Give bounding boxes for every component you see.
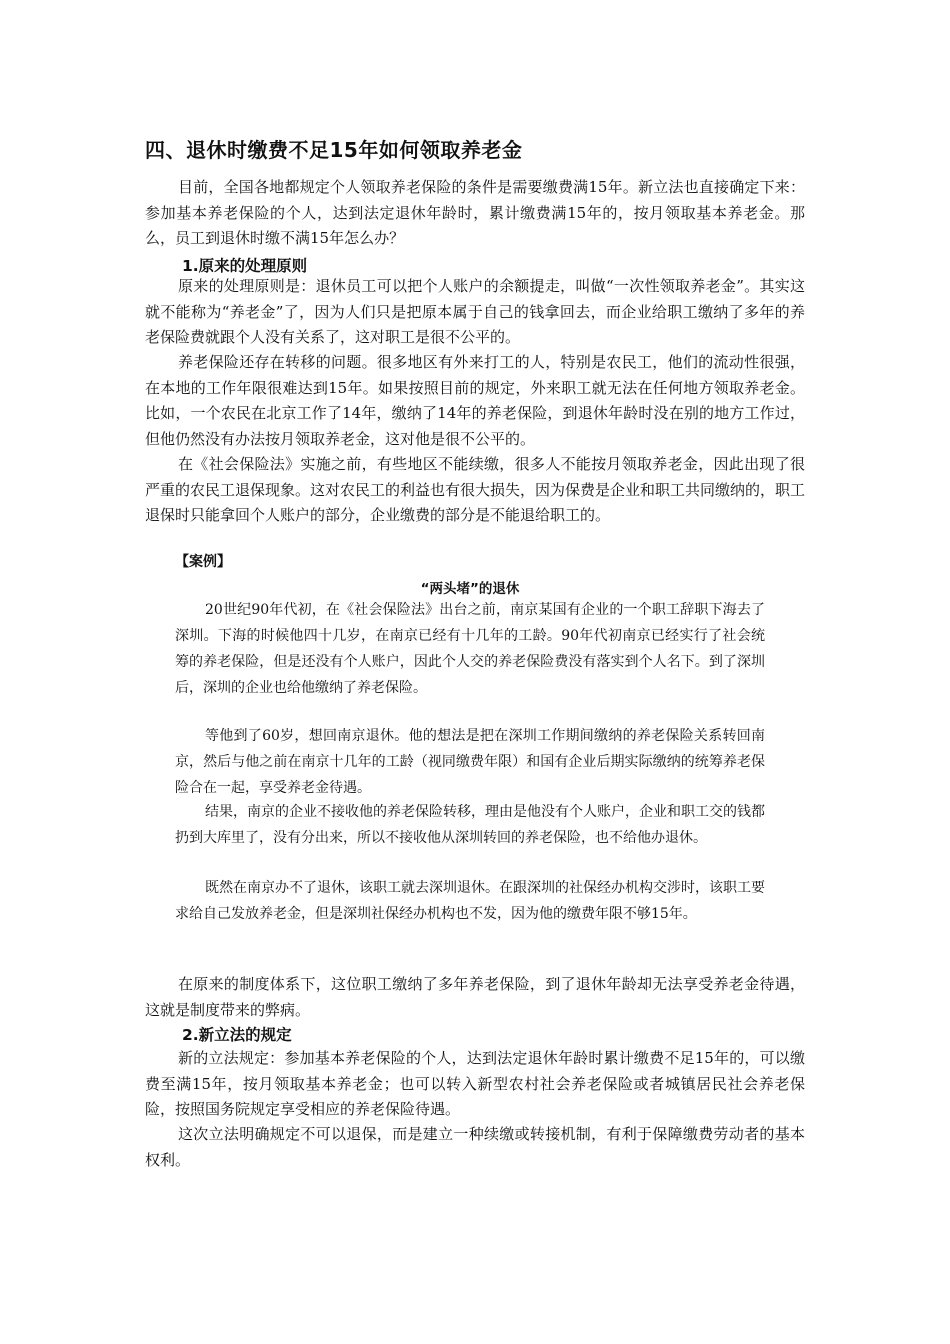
case-paragraph: 等他到了60岁，想回南京退休。他的想法是把在深圳工作期间缴纳的养老保险关系转回南京，然后与他之前在南京十几年的工龄（视同缴费年限）和国有企业后期实际缴纳的统筹养老保险合在一起，享受养老金待遇。 xyxy=(175,728,765,796)
subsection-1-paragraph: 在《社会保险法》实施之前，有些地区不能续缴，很多人不能按月领取养老金，因此出现了很严重的农民工退保现象。这对农民工的利益也有很大损失，因为保费是企业和职工共同缴纳的，职工退保时只能拿回个人账户的部分，企业缴费的部分是不能退给职工的。 xyxy=(145,455,806,524)
case-label: 【案例】 xyxy=(175,554,231,570)
subsection-2-heading: 2.新立法的规定 xyxy=(182,1026,292,1044)
subsection-2-paragraph: 这次立法明确规定不可以退保，而是建立一种续缴或转接机制，有利于保障缴费劳动者的基本权利。 xyxy=(145,1125,805,1169)
case-title: “两头堵”的退休 xyxy=(420,581,520,597)
subsection-1-paragraph: 原来的处理原则是：退休员工可以把个人账户的余额提走，叫做“一次性领取养老金”。其实这就不能称为“养老金”了，因为人们只是把原本属于自己的钱拿回去，而企业给职工缴纳了多年的养老保险费就跟个人没有关系了，这对职工是很不公平的。 xyxy=(145,277,805,346)
subsection-1-heading: 1.原来的处理原则 xyxy=(182,257,308,275)
case-paragraph: 既然在南京办不了退休，该职工就去深圳退休。在跟深圳的社保经办机构交涉时，该职工要求给自己发放养老金，但是深圳社保经办机构也不发，因为他的缴费年限不够15年。 xyxy=(175,880,765,922)
case-paragraph: 结果，南京的企业不接收他的养老保险转移，理由是他没有个人账户，企业和职工交的钱都扔到大库里了，没有分出来，所以不接收他从深圳转回的养老保险，也不给他办退休。 xyxy=(175,804,765,846)
case-paragraph: 20世纪90年代初，在《社会保险法》出台之前，南京某国有企业的一个职工辞职下海去了深圳。下海的时候他四十几岁，在南京已经有十几年的工龄。90年代初南京已经实行了社会统筹的养老保险，但是还没有个人账户，因此个人交的养老保险费没有落实到个人名下。到了深圳后，深圳的企业也给他缴纳了养老保险。 xyxy=(175,602,765,696)
subsection-1-paragraph: 养老保险还存在转移的问题。很多地区有外来打工的人，特别是农民工，他们的流动性很强，在本地的工作年限很难达到15年。如果按照目前的规定，外来职工就无法在任何地方领取养老金。比如，一个农民在北京工作了14年，缴纳了14年的养老保险，到退休年龄时没在别的地方工作过，但他仍然没有办法按月领取养老金，这对他是很不公平的。 xyxy=(145,353,805,448)
subsection-2-paragraph: 新的立法规定：参加基本养老保险的个人，达到法定退休年龄时累计缴费不足15年的，可以缴费至满15年，按月领取基本养老金；也可以转入新型农村社会养老保险或者城镇居民社会养老保险，按照国务院规定享受相应的养老保险待遇。 xyxy=(145,1049,805,1118)
section-title: 四、退休时缴费不足15年如何领取养老金 xyxy=(145,138,523,162)
intro-paragraph: 目前，全国各地都规定个人领取养老保险的条件是需要缴费满15年。新立法也直接确定下来：参加基本养老保险的个人，达到法定退休年龄时，累计缴费满15年的，按月领取基本养老金。那么，员工到退休时缴不满15年怎么办？ xyxy=(145,178,805,247)
after-case-paragraph: 在原来的制度体系下，这位职工缴纳了多年养老保险，到了退休年龄却无法享受养老金待遇，这就是制度带来的弊病。 xyxy=(145,975,805,1019)
